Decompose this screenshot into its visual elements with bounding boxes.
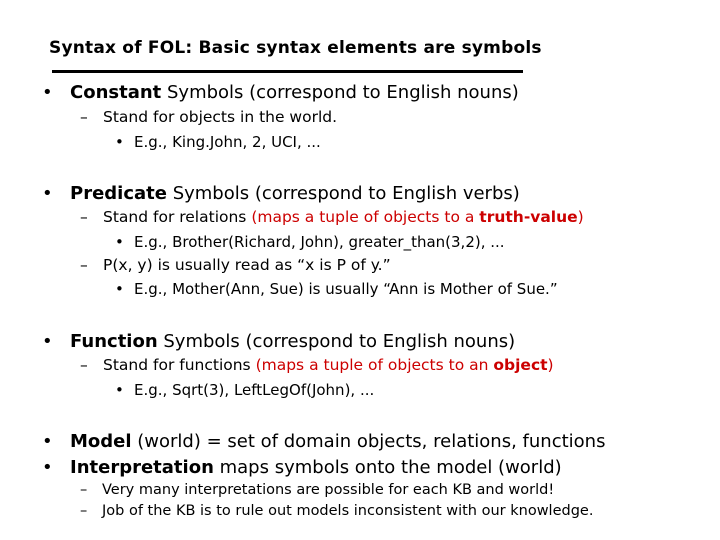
predicate-example-1: [115, 233, 505, 251]
constant-example-text: E.g., King.John, 2, UCI, ...: [134, 133, 321, 151]
predicate-sub1-red: (maps a tuple of objects to a: [251, 208, 480, 226]
function-term: Function: [70, 331, 158, 352]
interpretation-sub1: [80, 482, 554, 498]
predicate-sub2: [80, 256, 391, 274]
constant-example: [115, 133, 321, 151]
predicate-sub2-text: P(x, y) is usually read as “x is P of y.”: [103, 256, 391, 274]
predicate-example-2: [115, 280, 558, 298]
bullet-icon: •: [42, 331, 53, 352]
function-sub1-red: (maps a tuple of objects to an: [255, 356, 494, 374]
dash-icon: –: [80, 356, 88, 374]
constant-sub1: [80, 108, 337, 126]
constant-sub1-text: Stand for objects in the world.: [103, 108, 338, 126]
predicate-example-1-text: E.g., Brother(Richard, John), greater_than(3,2), ...: [134, 233, 505, 251]
interpretation-sub2: [80, 503, 593, 519]
dash-icon: –: [80, 482, 88, 498]
predicate-example-2-text: E.g., Mother(Ann, Sue) is usually “Ann is Mother of Sue.”: [134, 280, 558, 298]
constant-term: Constant: [70, 82, 162, 103]
bullet-icon: •: [42, 457, 53, 478]
predicate-term: Predicate: [70, 183, 167, 204]
predicate-sub1-text: Stand for relations: [103, 208, 252, 226]
model-bullet: [42, 431, 605, 452]
interpretation-bullet: [42, 457, 562, 478]
function-bullet: [42, 331, 515, 352]
bullet-icon: •: [42, 183, 53, 204]
interpretation-sub1-text: Very many interpretations are possible for each KB and world!: [102, 482, 555, 498]
dash-icon: –: [80, 503, 88, 519]
constant-desc: Symbols (correspond to English nouns): [161, 82, 519, 103]
predicate-sub1: [80, 208, 584, 226]
function-desc: Symbols (correspond to English nouns): [157, 331, 516, 352]
interpretation-term: Interpretation: [70, 457, 214, 478]
dash-icon: –: [80, 256, 88, 274]
dot-icon: •: [115, 233, 124, 251]
predicate-desc: Symbols (correspond to English verbs): [166, 183, 520, 204]
interpretation-desc: maps symbols onto the model (world): [213, 457, 562, 478]
function-example-text: E.g., Sqrt(3), LeftLegOf(John), ...: [134, 381, 375, 399]
dot-icon: •: [115, 381, 124, 399]
dash-icon: –: [80, 208, 88, 226]
function-sub1-close: ): [547, 356, 554, 374]
model-term: Model: [70, 431, 132, 452]
function-sub1-text: Stand for functions: [103, 356, 256, 374]
function-sub1: [80, 356, 554, 374]
dot-icon: •: [115, 280, 124, 298]
function-sub1-object: object: [493, 356, 548, 374]
slide-title: Syntax of FOL: Basic syntax elements are symbols: [49, 38, 542, 58]
model-desc: (world) = set of domain objects, relations, functions: [131, 431, 606, 452]
predicate-sub1-close: ): [577, 208, 584, 226]
bullet-icon: •: [42, 431, 53, 452]
dot-icon: •: [115, 133, 124, 151]
predicate-sub1-truth: truth-value: [479, 208, 578, 226]
interpretation-sub2-text: Job of the KB is to rule out models inconsistent with our knowledge.: [102, 503, 594, 519]
predicate-bullet: [42, 183, 520, 204]
bullet-icon: •: [42, 82, 53, 103]
constant-bullet: [42, 82, 519, 103]
dash-icon: –: [80, 108, 88, 126]
function-example: [115, 381, 374, 399]
title-underline: [52, 70, 523, 73]
